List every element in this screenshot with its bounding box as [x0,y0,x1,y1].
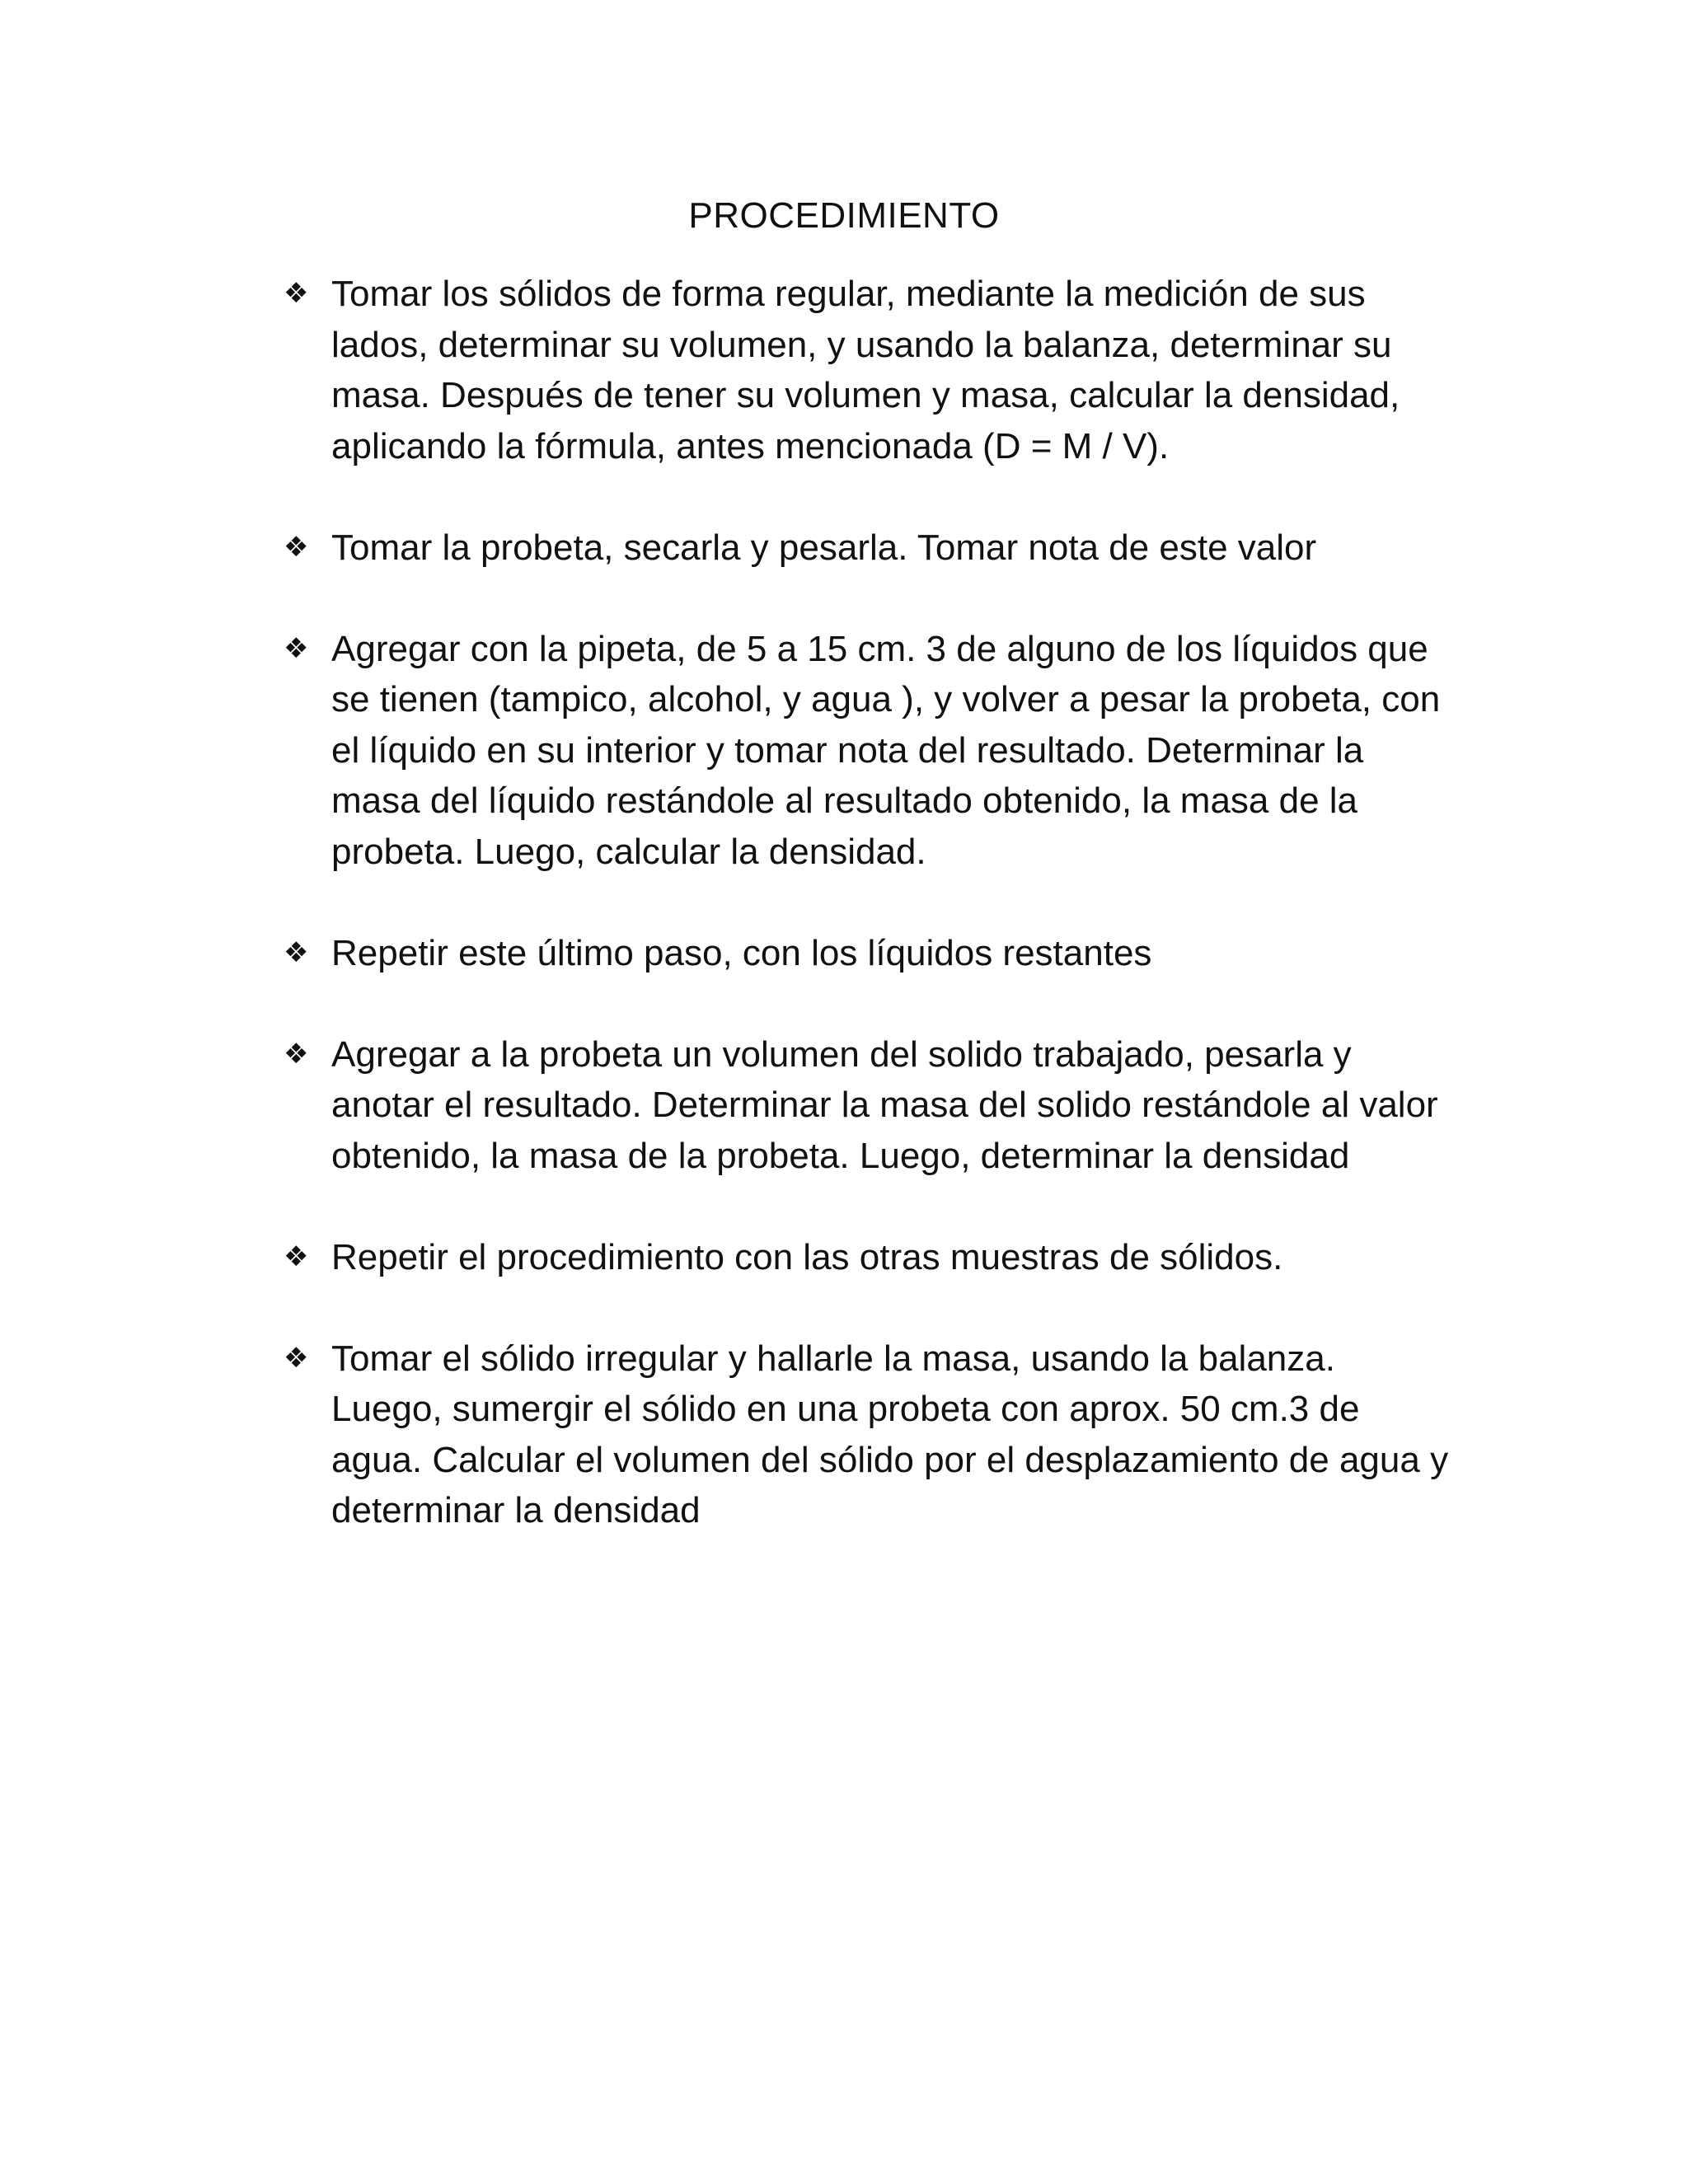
list-item [280,269,1451,471]
list-item [280,928,1451,979]
list-item-text: Agregar con la pipeta, de 5 a 15 cm. 3 de alguno de los líquidos que se tienen (tampico, alcohol, y agua ), y volver a pesar la probeta, con el líquido en su interior y tomar nota del resultado. Determinar la masa del líquido restándole al resultado obtenido, la masa de la probeta. Luego, calcular la densidad. [331,628,1441,872]
list-item-text: Tomar los sólidos de forma regular, mediante la medición de sus lados, determinar su volumen, y usando la balanza, determinar su masa. Después de tener su volumen y masa, calcular la densidad, aplicando la fórmula, antes mencionada (D = M / V). [331,274,1400,466]
four-diamond-bullet-icon: ❖ [284,935,309,969]
four-diamond-bullet-icon: ❖ [284,1037,309,1071]
list-item-text: Repetir este último paso, con los líquidos restantes [331,932,1152,973]
four-diamond-bullet-icon: ❖ [284,631,309,665]
list-item-text: Agregar a la probeta un volumen del solido trabajado, pesarla y anotar el resultado. Determinar la masa del solido restándole al valor obtenido, la masa de la probeta. Luego, determinar la densidad [331,1033,1438,1176]
list-item-text: Tomar el sólido irregular y hallarle la masa, usando la balanza. Luego, sumergir el sólido en una probeta con aprox. 50 cm.3 de agua. Calcular el volumen del sólido por el desplazamiento de agua y determinar la densidad [331,1338,1449,1530]
four-diamond-bullet-icon: ❖ [284,530,309,564]
list-item-text: Repetir el procedimiento con las otras muestras de sólidos. [331,1236,1283,1277]
procedure-list [280,269,1451,1586]
list-item [280,1333,1451,1536]
list-item [280,1029,1451,1182]
list-item [280,624,1451,878]
list-item [280,523,1451,574]
four-diamond-bullet-icon: ❖ [284,1240,309,1273]
list-item [280,1232,1451,1283]
four-diamond-bullet-icon: ❖ [284,1341,309,1375]
page-title: PROCEDIMIENTO [688,195,1000,236]
list-item-text: Tomar la probeta, secarla y pesarla. Tomar nota de este valor [331,527,1317,568]
four-diamond-bullet-icon: ❖ [284,277,309,310]
